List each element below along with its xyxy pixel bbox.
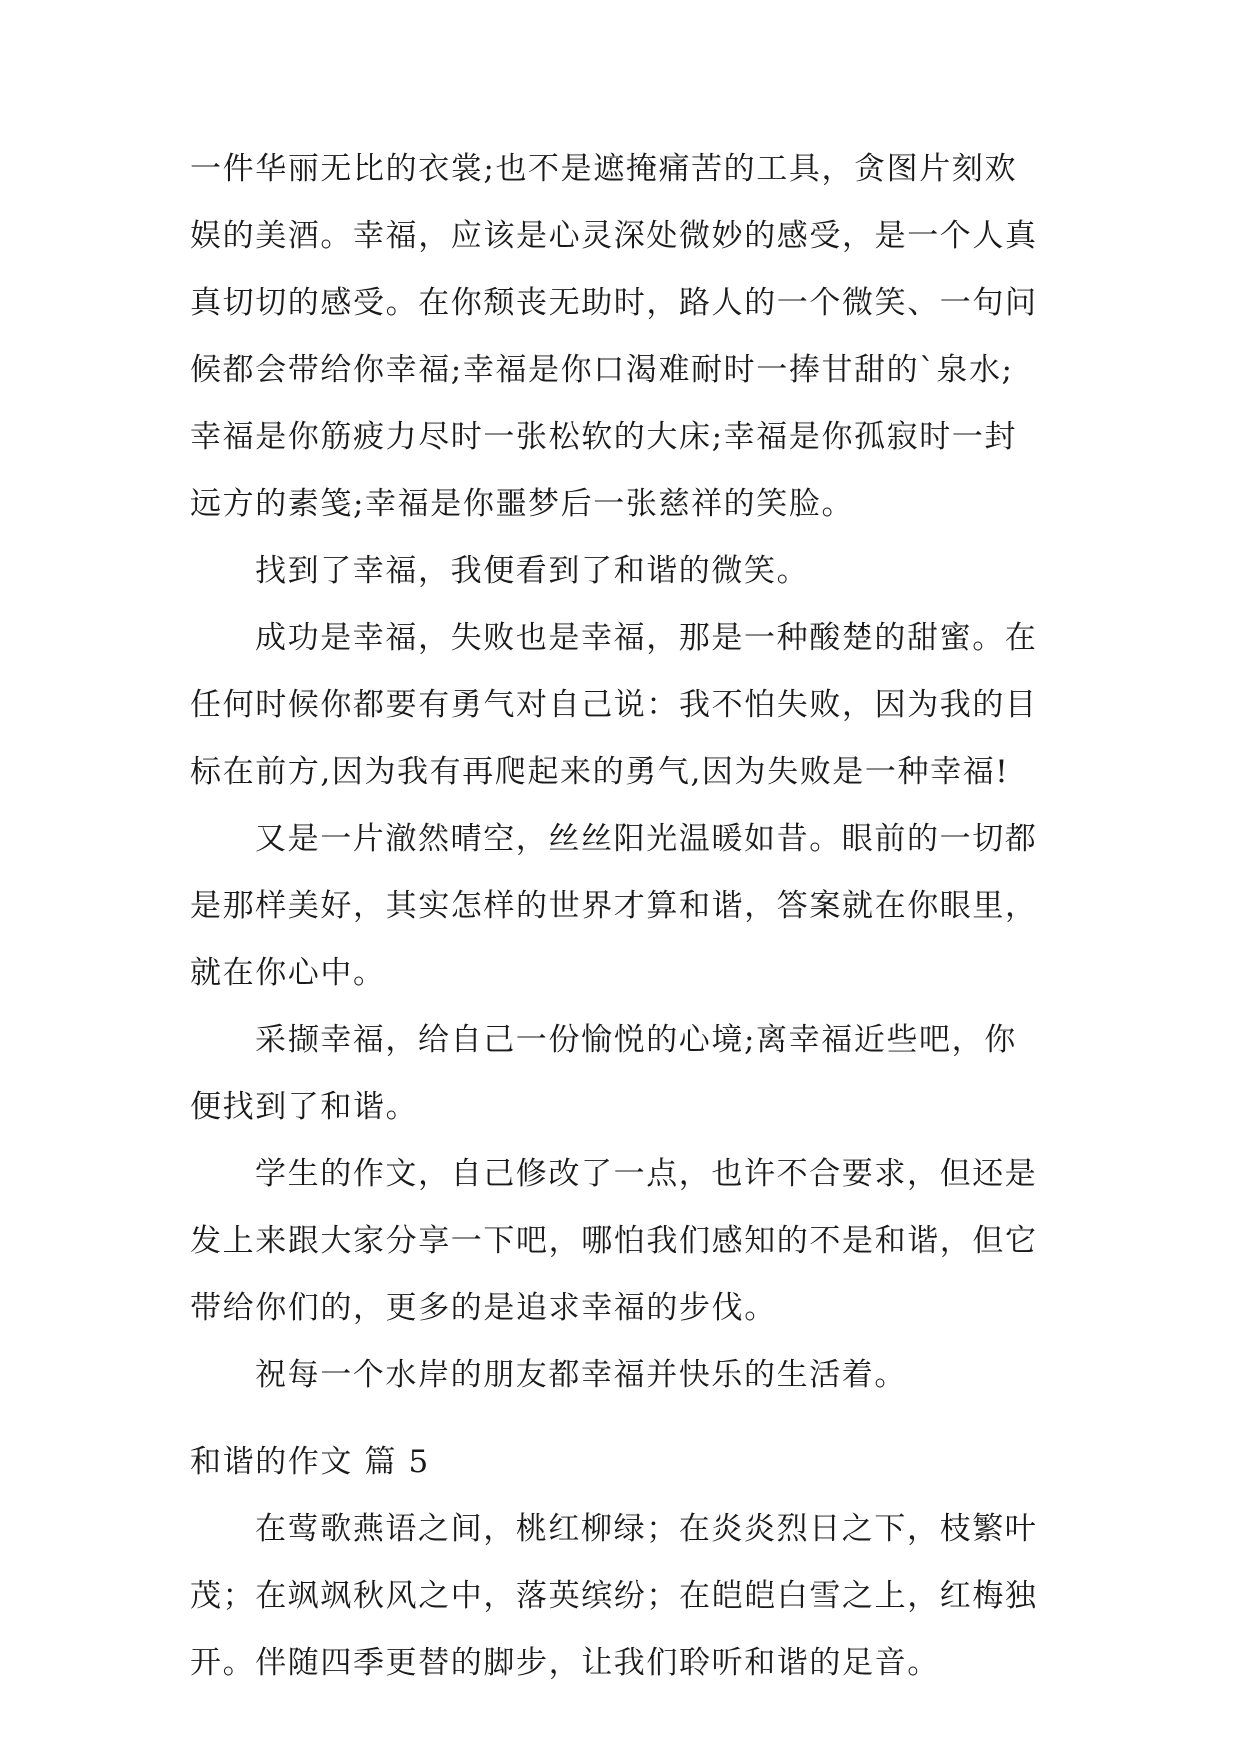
paragraph-first-line: 在莺歌燕语之间，桃红柳绿；在炎炎烈日之下，枝繁叶 <box>255 1511 1038 1547</box>
paragraph-first-line: 祝每一个水岸的朋友都幸福并快乐的生活着。 <box>255 1357 907 1393</box>
section-heading: 和谐的作文 篇 5 <box>190 1444 430 1480</box>
text-line: 发上来跟大家分享一下吧，哪怕我们感知的不是和谐，但它 <box>190 1223 1038 1259</box>
text-line: 茂；在飒飒秋风之中，落英缤纷；在皑皑白雪之上，红梅独 <box>190 1578 1038 1614</box>
text-line: 娱的美酒。幸福，应该是心灵深处微妙的感受，是一个人真 <box>190 218 1038 254</box>
text-line: 就在你心中。 <box>190 955 386 991</box>
paragraph-first-line: 又是一片澈然晴空，丝丝阳光温暖如昔。眼前的一切都 <box>255 821 1038 857</box>
text-line: 带给你们的，更多的是追求幸福的步伐。 <box>190 1290 777 1326</box>
text-line: 一件华丽无比的衣裳;也不是遮掩痛苦的工具，贪图片刻欢 <box>190 151 1018 187</box>
text-line: 开。伴随四季更替的脚步，让我们聆听和谐的足音。 <box>190 1645 940 1681</box>
paragraph-first-line: 学生的作文，自己修改了一点，也许不合要求，但还是 <box>255 1156 1038 1192</box>
paragraph-first-line: 成功是幸福，失败也是幸福，那是一种酸楚的甜蜜。在 <box>255 620 1038 656</box>
text-line: 幸福是你筋疲力尽时一张松软的大床;幸福是你孤寂时一封 <box>190 419 1018 455</box>
text-line: 任何时候你都要有勇气对自己说：我不怕失败，因为我的目 <box>190 687 1038 723</box>
text-line: 便找到了和谐。 <box>190 1089 419 1125</box>
text-line: 真切切的感受。在你颓丧无助时，路人的一个微笑、一句问 <box>190 285 1038 321</box>
text-line: 是那样美好，其实怎样的世界才算和谐，答案就在你眼里， <box>190 888 1038 924</box>
text-line: 远方的素笺;幸福是你噩梦后一张慈祥的笑脸。 <box>190 486 855 522</box>
paragraph-first-line: 采撷幸福，给自己一份愉悦的心境;离幸福近些吧，你 <box>255 1022 1017 1058</box>
text-line: 标在前方,因为我有再爬起来的勇气,因为失败是一种幸福! <box>190 754 1010 790</box>
text-line: 候都会带给你幸福;幸福是你口渴难耐时一捧甘甜的`泉水; <box>190 352 1014 388</box>
paragraph-first-line: 找到了幸福，我便看到了和谐的微笑。 <box>255 553 810 589</box>
